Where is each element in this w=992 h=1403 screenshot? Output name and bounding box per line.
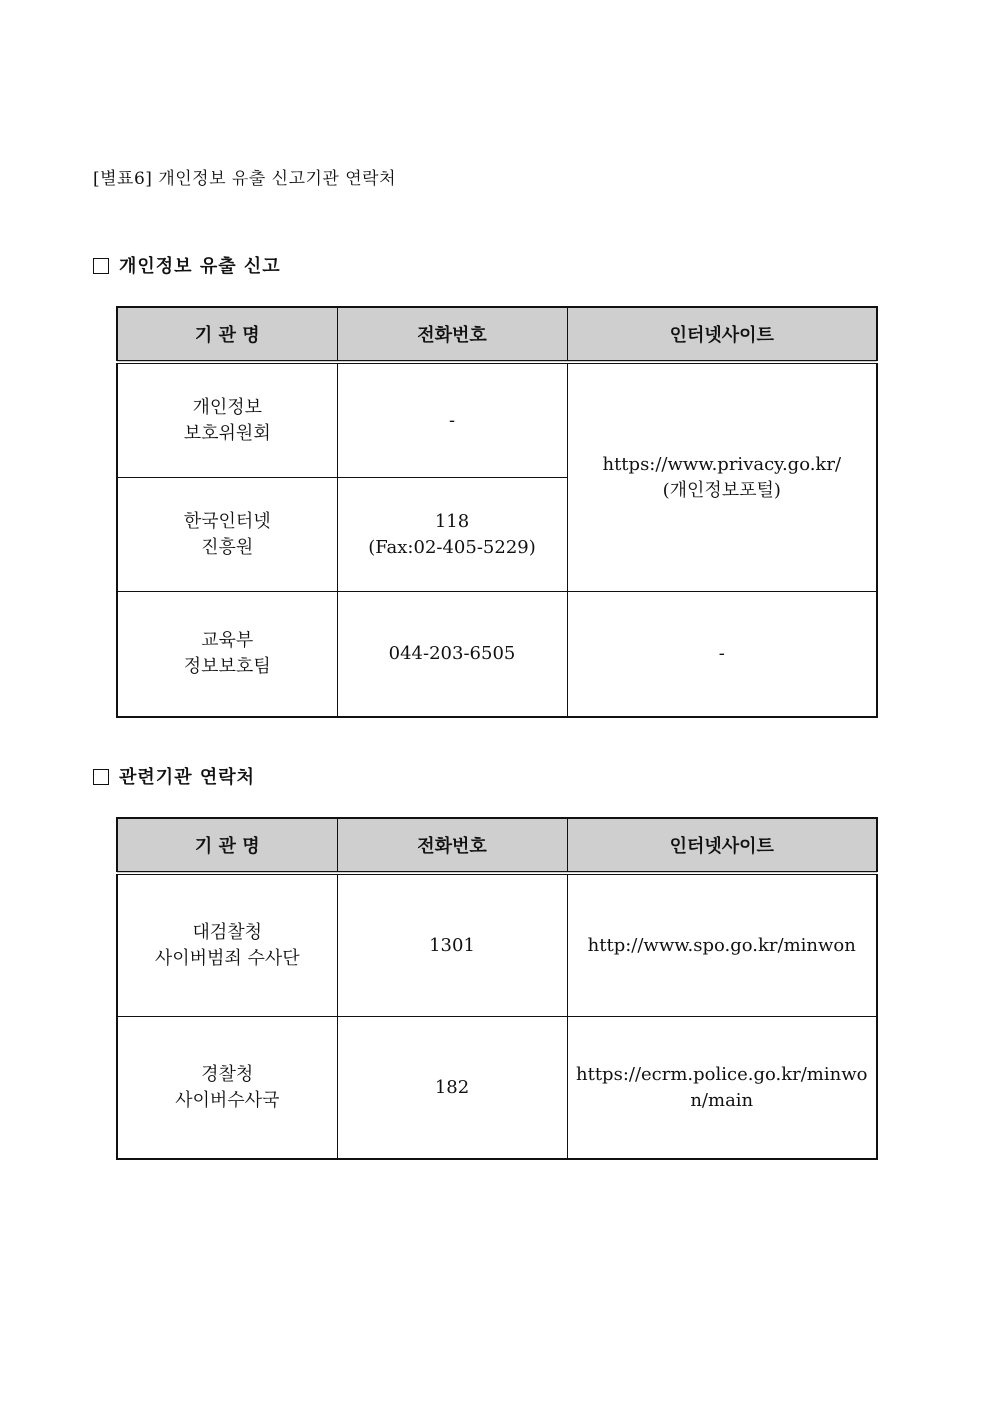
table-header-row (117, 307, 877, 362)
phone-cell: 044-203-6505 (337, 592, 567, 718)
section-heading-breach-report (93, 252, 281, 278)
agency-cell: 경찰청 사이버수사국 (117, 1017, 337, 1160)
checkbox-icon (93, 769, 109, 785)
agency-cell: 교육부 정보보호팀 (117, 592, 337, 718)
column-header-agency: 기 관 명 (117, 818, 337, 873)
website-cell[interactable]: https://ecrm.police.go.kr/minwon/main (567, 1017, 877, 1160)
table-row (117, 1017, 877, 1160)
table-header-row (117, 818, 877, 873)
section-heading-text: 개인정보 유출 신고 (119, 256, 281, 277)
website-cell[interactable]: http://www.spo.go.kr/minwon (567, 873, 877, 1017)
annex-title: [별표6] 개인정보 유출 신고기관 연락처 (93, 169, 397, 189)
website-cell: - (567, 592, 877, 718)
phone-cell: 182 (337, 1017, 567, 1160)
section-heading-text: 관련기관 연락처 (119, 767, 255, 788)
column-header-agency: 기 관 명 (117, 307, 337, 362)
column-header-phone: 전화번호 (337, 818, 567, 873)
phone-cell: 118 (Fax:02-405-5229) (337, 478, 567, 592)
breach-report-table (116, 306, 878, 718)
agency-cell: 개인정보 보호위원회 (117, 362, 337, 478)
table-row (117, 873, 877, 1017)
column-header-phone: 전화번호 (337, 307, 567, 362)
table-row (117, 592, 877, 718)
agency-cell: 한국인터넷 진흥원 (117, 478, 337, 592)
section-heading-related-agencies (93, 763, 255, 789)
column-header-website: 인터넷사이트 (567, 818, 877, 873)
phone-cell: 1301 (337, 873, 567, 1017)
checkbox-icon (93, 258, 109, 274)
related-agencies-table (116, 817, 878, 1160)
phone-cell: - (337, 362, 567, 478)
column-header-website: 인터넷사이트 (567, 307, 877, 362)
table-row (117, 362, 877, 478)
agency-cell: 대검찰청 사이버범죄 수사단 (117, 873, 337, 1017)
website-cell[interactable]: https://www.privacy.go.kr/ (개인정보포털) (567, 362, 877, 592)
